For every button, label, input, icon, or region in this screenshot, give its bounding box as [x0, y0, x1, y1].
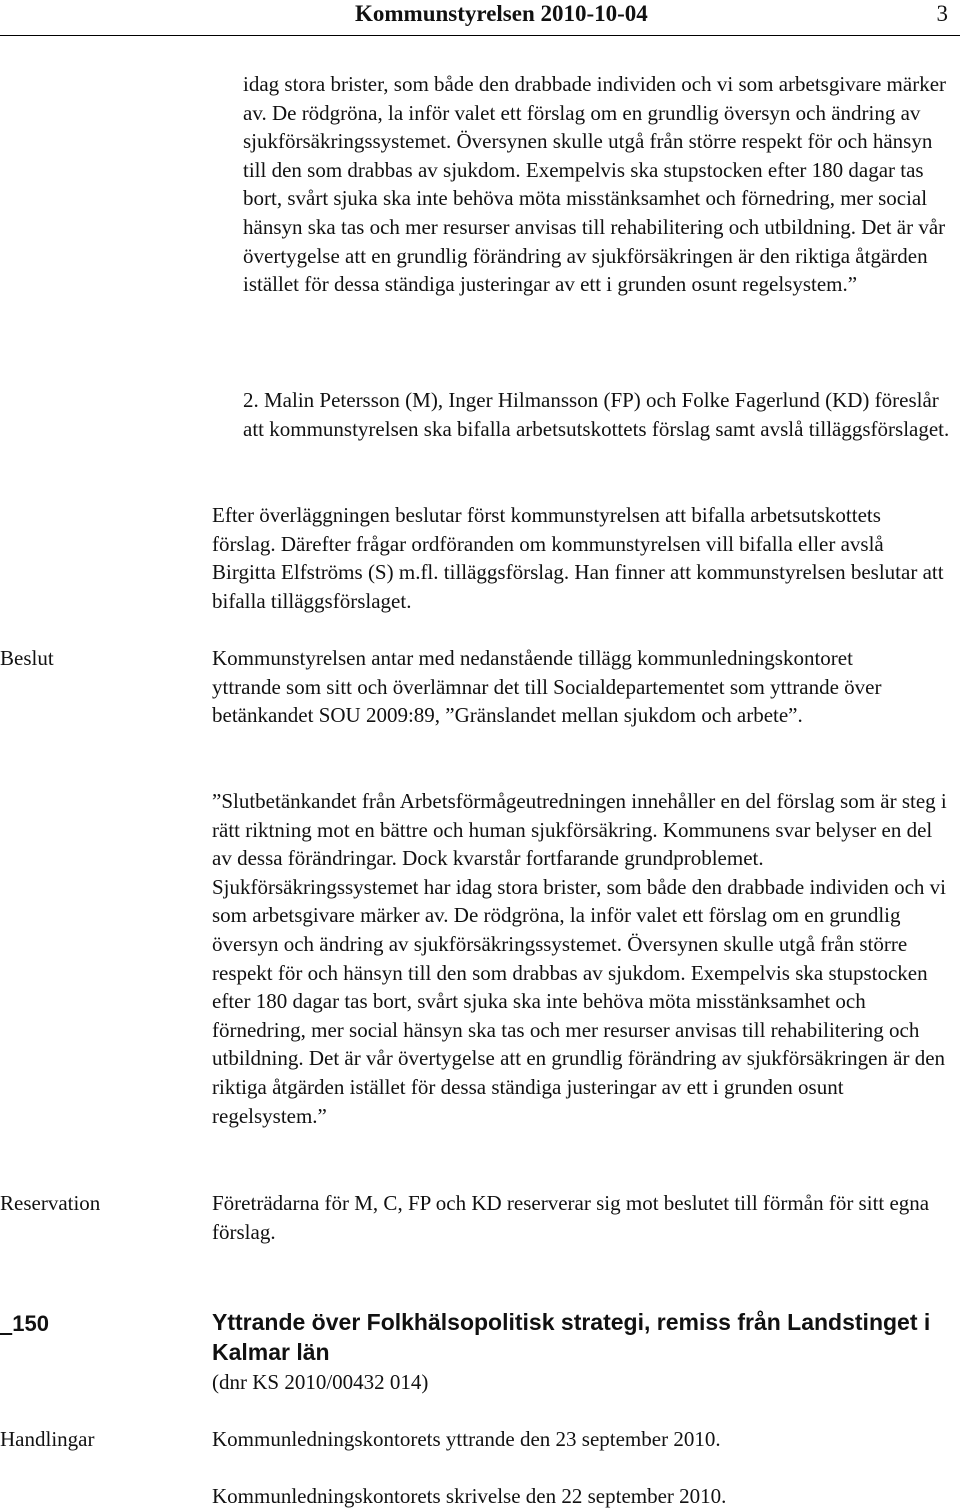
reservation-paragraph: Företrädarna för M, C, FP och KD reserverar sig mot beslutet till förmån för sitt egna förslag.	[212, 1191, 930, 1244]
quote-continued-paragraph: idag stora brister, som både den drabbade individen och vi som arbetsgivare märker av. De rödgröna, la inför valet ett förslag om en grundlig översyn och ändring av sjukförsäkringssystemet. Översynen skulle utgå från större respekt för och hänsyn till den som drabbas av sjukdom. Exempelvis ska stupstocken efter 180 dagar tas bort, svårt sjuka ska inte behöva möta misstänksamhet och förnedring, mer social hänsyn ska tas och mer resurser anvisas till rehabilitering och utbildning. Det är vår övertygelse att en grundlig förändring av sjukförsäkringen är den riktiga åtgärden istället för dessa ständiga justeringar av ett i grunden osunt regelsystem.”	[243, 72, 947, 297]
section-number: 150	[12, 1311, 49, 1336]
handlingar-item: Kommunledningskontorets skrivelse den 22 september 2010.	[212, 1484, 727, 1508]
reservation-label: Reservation	[0, 1191, 101, 1215]
beslut-paragraph: Kommunstyrelsen antar med nedanstående tillägg kommunledningskontoret yttrande som sitt och överlämnar det till Socialdepartementet som yttrande över betänkandet SOU 2009:89, ”Gränslandet mellan sjukdom och arbete”.	[212, 646, 882, 728]
proposal-2-paragraph: 2. Malin Petersson (M), Inger Hilmansson (FP) och Folke Fagerlund (KD) föreslår att kommunstyrelsen ska bifalla arbetsutskottets förslag samt avslå tilläggsförslaget.	[243, 388, 950, 441]
beslut-label: Beslut	[0, 646, 54, 670]
page-header	[0, 0, 960, 36]
header-rule	[0, 35, 960, 36]
section-title: Yttrande över Folkhälsopolitisk strategi, remiss från Landstinget i Kalmar län	[212, 1309, 931, 1365]
handlingar-item: Kommunledningskontorets yttrande den 23 september 2010.	[212, 1427, 721, 1451]
deliberation-paragraph: Efter överläggningen beslutar först kommunstyrelsen att bifalla arbetsutskottets förslag. Därefter frågar ordföranden om kommunstyrelsen vill bifalla eller avslå Birgitta Elfströms (S) m.fl. tilläggsförslag. Han finner att kommunstyrelsen beslutar att bifalla tilläggsförslaget.	[212, 503, 944, 613]
section-reference: (dnr KS 2010/00432 014)	[212, 1370, 429, 1394]
page-number: 3	[936, 1, 948, 26]
handlingar-label: Handlingar	[0, 1427, 95, 1451]
document-title: Kommunstyrelsen 2010-10-04	[355, 1, 648, 26]
beslut-quote-paragraph: ”Slutbetänkandet från Arbetsförmågeutredningen innehåller en del förslag som är steg i rätt riktning mot en bättre och human sjukförsäkring. Kommunens svar belyser en del av dessa förändringar. Dock kvarstår fortfarande grundproblemet. Sjukförsäkringssystemet har idag stora brister, som både den drabbade individen och vi som arbetsgivare märker av. De rödgröna, la inför valet ett förslag om en grundlig översyn och ändring av sjukförsäkringssystemet. Översynen skulle utgå från större respekt för och hänsyn till den som drabbas av sjukdom. Exempelvis ska stupstocken efter 180 dagar tas bort, svårt sjuka ska inte behöva möta misstänksamhet och förnedring, mer social hänsyn ska tas och mer resurser anvisas till rehabilitering och utbildning. Det är vår övertygelse att en grundlig förändring av sjukförsäkringen är den riktiga åtgärden istället för dessa ständiga justeringar av ett i grunden osunt regelsystem.”	[212, 789, 947, 1128]
